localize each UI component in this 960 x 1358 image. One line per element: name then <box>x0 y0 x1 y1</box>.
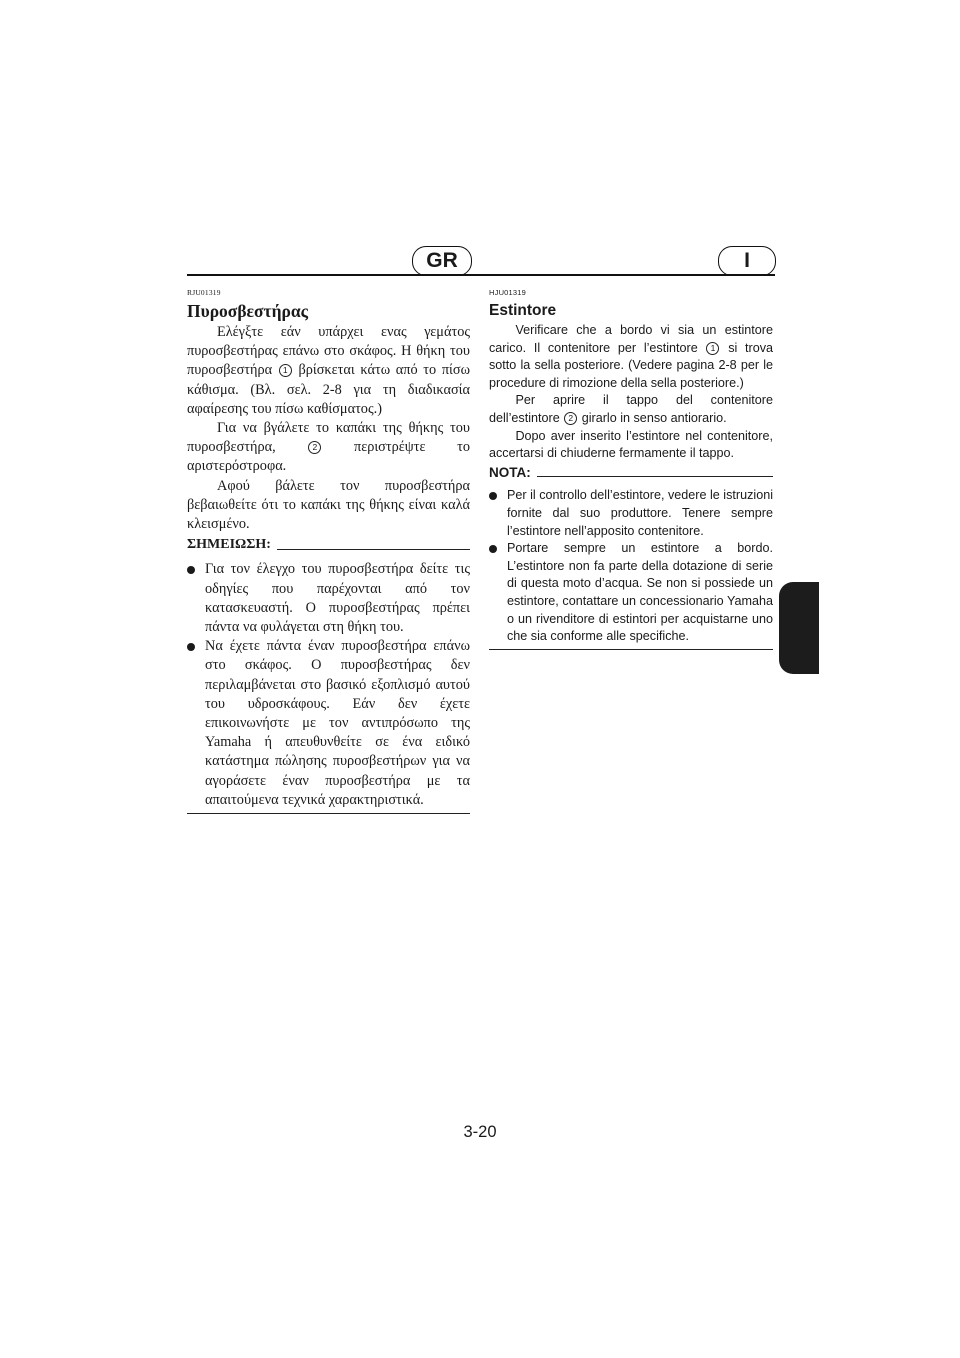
callout-number: 1 <box>279 364 292 377</box>
section-code: HJU01319 <box>489 288 527 297</box>
note-bullets <box>489 487 773 645</box>
paragraph-text: Ελέγξτε εάν υπάρχει ενας γεμάτος πυροσβεστήρας επάνω στο σκάφος. Η θήκη του πυροσβεστήρα <box>187 324 470 379</box>
paragraph-text: Dopo aver inserito l’estintore nel contenitore, accertarsi di chiuderne fermamente il tappo. <box>489 428 773 461</box>
bullet-dot-icon <box>187 566 195 574</box>
bullet-dot-icon <box>187 643 195 651</box>
paragraph-text: si trova sotto la sella posteriore. (Vedere pagina 2-8 per le procedure di rimozione della sella posteriore.) <box>489 340 774 390</box>
note-heading <box>489 464 773 482</box>
paragraph-text: Verificare che a bordo vi sia un estintore carico. Il contenitore per l’estintore <box>489 323 773 355</box>
note-end-rule <box>187 813 470 814</box>
bullet-text: Να έχετε πάντα έναν πυροσβεστήρα επάνω στο σκάφος. Ο πυροσβεστήρας δεν περιλαμβάνεται στο βασικό εξοπλισμό αυτού του υδροσκάφους. Εάν δεν έχετε επικοινωνήστε με τον αντιπρόσωπο της Yamaha ή απευθυνθείτε σε ένα ειδικό κατάστημα πώλησης πυροσβεστήρων για να αγοράσετε έναν πυροσβεστήρα με τα απαιτούμενα τεχνικά χαρακτηριστικά. <box>205 638 470 808</box>
bullet-dot-icon <box>489 545 497 553</box>
paragraph <box>187 477 470 535</box>
note-rule <box>537 476 773 477</box>
paragraph-text: Για να βγάλετε το καπάκι της θήκης του πυροσβεστήρα, <box>187 420 470 456</box>
language-badge-gr: GR <box>412 246 472 276</box>
page-number: 3-20 <box>463 1123 497 1141</box>
paragraph <box>489 428 773 463</box>
note-rule <box>277 549 470 550</box>
note-heading <box>187 535 470 554</box>
paragraph <box>187 323 470 419</box>
callout-number: 1 <box>706 342 719 355</box>
note-end-rule <box>489 649 773 650</box>
paragraph-text: περιστρέψτε το αριστερόστροφα. <box>187 439 471 475</box>
section-title: Estintore <box>489 302 557 319</box>
language-badge-i: I <box>718 246 776 276</box>
bullet-text: Portare sempre un estintore a bordo. L’estintore non fa parte della dotazione di serie di questa moto d’acqua. Se non si possiede un estintore, contattare un concessionario Yamaha o un rivenditore di estintori per acquistarne uno che sia conforme alle specifiche. <box>507 541 773 644</box>
greek-column <box>187 288 470 814</box>
section-title: Πυροσβεστήρας <box>187 301 309 321</box>
bullet-item <box>187 637 470 810</box>
note-label: ΣΗΜΕΙΩΣΗ: <box>187 537 271 553</box>
bullet-item <box>489 487 773 540</box>
paragraph-text: Per aprire il tappo del contenitore dell’estintore <box>489 393 773 425</box>
paragraph <box>489 322 773 392</box>
bullet-text: Για τον έλεγχο του πυροσβεστήρα δείτε τις οδηγίες που παρέχονται από τον κατασκευαστή. Ο πυροσβεστήρας πρέπει πάντα να φυλάγεται στη θήκη του. <box>205 561 470 636</box>
paragraph-text: Αφού βάλετε τον πυροσβεστήρα βεβαιωθείτε ότι το καπάκι της θήκης είναι καλά κλεισμένο. <box>187 477 470 533</box>
header-rule <box>187 274 775 276</box>
paragraph <box>187 419 470 477</box>
paragraph <box>489 392 773 427</box>
paragraph-text: girarlo in senso antiorario. <box>581 410 727 425</box>
note-label: NOTA: <box>489 464 531 480</box>
paragraph-text: βρίσκεται κάτω από το πίσω κάθισμα. (Βλ. σελ. 2-8 για τη διαδικασία αφαίρεσης του πίσω καθίσματος.) <box>187 362 471 417</box>
bullet-item <box>187 560 470 637</box>
section-code: RJU01319 <box>187 288 221 297</box>
bullet-dot-icon <box>489 492 497 500</box>
chapter-side-tab <box>779 582 819 674</box>
bullet-item <box>489 540 773 646</box>
note-bullets <box>187 560 470 810</box>
italian-column <box>489 288 773 650</box>
bullet-text: Per il controllo dell’estintore, vedere le istruzioni fornite dal suo produttore. Tenere sempre l’estintore nell’apposito contenitore. <box>507 488 773 538</box>
callout-number: 2 <box>564 412 577 425</box>
callout-number: 2 <box>308 441 321 454</box>
